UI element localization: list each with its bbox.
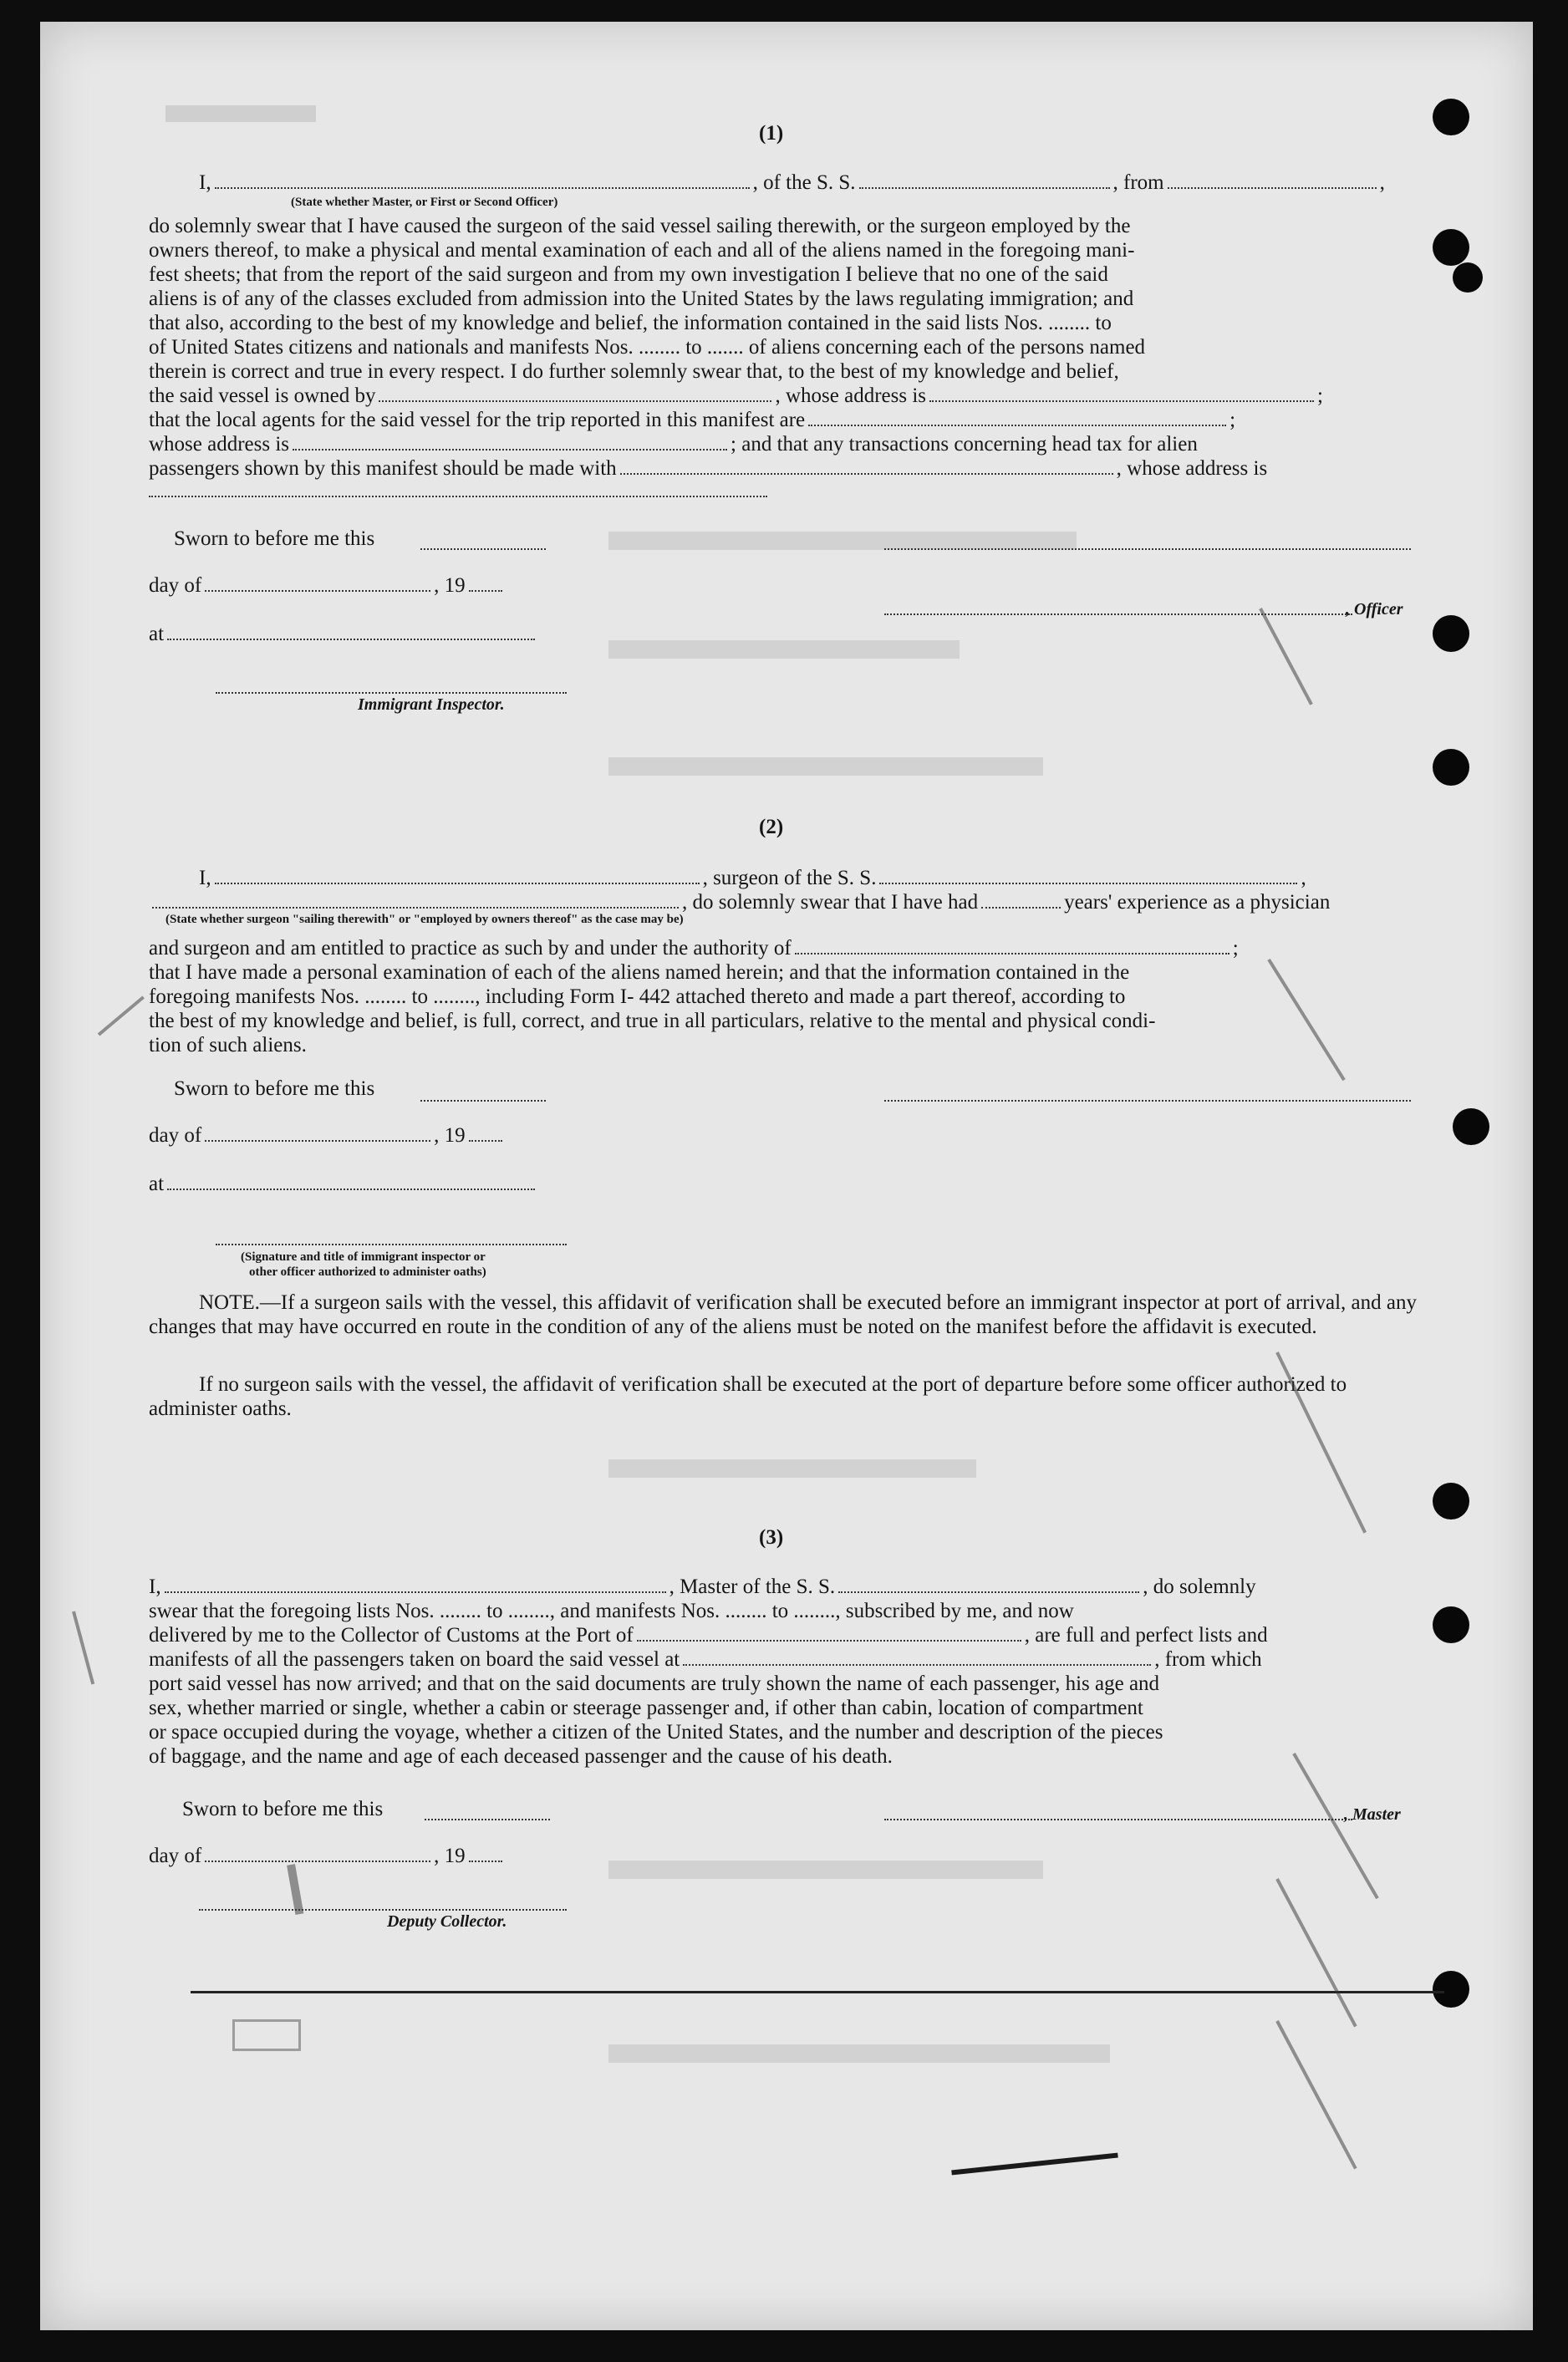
day-of-line: day of , 19 <box>149 1123 506 1148</box>
vessel-owner-line: the said vessel is owned by , whose address is ; <box>149 384 1323 407</box>
section-2-oath-line: I, , surgeon of the S. S. , <box>199 867 1306 889</box>
binder-hole <box>1433 749 1469 786</box>
section-3-number: (3) <box>759 1526 784 1549</box>
inspector-signature-scrawl <box>951 2153 1118 2176</box>
section-1-text: of United States citizens and nationals and manifests Nos. ........ to ....... of aliens concerning each of the persons named <box>149 336 1146 359</box>
handwritten-check-stroke <box>1267 959 1345 1081</box>
section-1-text: that also, according to the best of my knowledge and belief, the information contained in the said lists Nos. ........ to <box>149 312 1112 334</box>
head-tax-line: passengers shown by this manifest should be made with , whose address is <box>149 457 1268 480</box>
section-1-number: (1) <box>759 122 784 145</box>
binder-hole <box>1433 1483 1469 1520</box>
section-2-text: the best of my knowledge and belief, is full, correct, and true in all particulars, relative to the mental and physical condi- <box>149 1010 1156 1032</box>
bleed-through-mark <box>608 2044 1110 2063</box>
bleed-through-mark <box>608 1861 1043 1879</box>
authorized-officer-signature-field[interactable] <box>216 1244 567 1245</box>
section-2-years-line: , do solemnly swear that I have had years' experience as a physician <box>149 890 1330 915</box>
binder-hole <box>1433 1606 1469 1643</box>
section-2-number: (2) <box>759 816 784 838</box>
surgeon-caption: (State whether surgeon "sailing therewith" or "employed by owners thereof" as the case may be) <box>165 913 684 926</box>
section-2-text: tion of such aliens. <box>149 1034 307 1056</box>
section-1-text: do solemnly swear that I have caused the surgeon of the said vessel sailing therewith, or the surgeon employed by the <box>149 215 1131 237</box>
binder-hole <box>1453 262 1483 293</box>
officer-name-field[interactable] <box>884 613 1352 615</box>
agent-address-line: whose address is ; and that any transactions concerning head tax for alien <box>149 433 1198 456</box>
binder-hole <box>1433 229 1469 266</box>
note-no-surgeon: If no surgeon sails with the vessel, the affidavit of verification shall be executed at the port of departure before some officer authorized to administer oaths. <box>149 1373 1347 1420</box>
officer-label: , Officer <box>1346 600 1403 618</box>
section-3-text: of baggage, and the name and age of each deceased passenger and the cause of his death. <box>149 1745 893 1768</box>
section-2-text: that I have made a personal examination of each of the aliens named herein; and that the information contained in the <box>149 961 1130 984</box>
section-2-text: foregoing manifests Nos. ........ to ........, including Form I- 442 attached thereto and made a part thereof, according to <box>149 985 1126 1008</box>
sworn-date-field[interactable] <box>420 548 546 550</box>
section-1-text: owners thereof, to make a physical and mental examination of each and all of the aliens named in the foregoing mani- <box>149 239 1135 262</box>
bleed-through-mark <box>608 757 1043 776</box>
local-agents-line: that the local agents for the said vessel for the trip reported in this manifest are ; <box>149 409 1236 431</box>
binder-hole <box>1433 1971 1469 2008</box>
binder-hole <box>1453 1108 1489 1145</box>
section-3-oath-line: I, , Master of the S. S. , do solemnly <box>149 1576 1256 1598</box>
handwritten-check-stroke <box>1275 1878 1357 2027</box>
section-3-text: port said vessel has now arrived; and that on the said documents are truly shown the name of each passenger, his age and <box>149 1672 1160 1695</box>
officer-signature-field[interactable] <box>884 548 1411 550</box>
day-of-line: day of , 19 <box>149 1844 506 1869</box>
section-1-text: fest sheets; that from the report of the said surgeon and from my own investigation I believe that no one of the said <box>149 263 1108 286</box>
master-label: , Master <box>1344 1805 1401 1824</box>
handwritten-check-stroke <box>1275 2020 1357 2169</box>
binder-hole <box>1433 99 1469 135</box>
ink-stamp-mark <box>232 2019 301 2051</box>
collector-signature-field[interactable] <box>199 1909 567 1911</box>
port-of-line: delivered by me to the Collector of Customs at the Port of , are full and perfect lists and <box>149 1624 1268 1647</box>
handwritten-scribble <box>98 995 145 1036</box>
boarded-at-line: manifests of all the passengers taken on board the said vessel at , from which <box>149 1648 1262 1671</box>
day-of-line: day of , 19 <box>149 573 506 598</box>
signature-caption: (Signature and title of immigrant inspector or <box>241 1250 486 1264</box>
binder-hole <box>1433 615 1469 652</box>
master-signature-field[interactable] <box>884 1819 1352 1820</box>
blank-line <box>149 496 767 497</box>
bleed-through-mark <box>608 532 1077 550</box>
inspector-signature-field[interactable] <box>216 692 567 694</box>
document-page <box>40 22 1533 2330</box>
authority-line: and surgeon and am entitled to practice as such by and under the authority of ; <box>149 937 1239 960</box>
handwritten-scribble <box>287 1864 303 1915</box>
bleed-through-mark <box>608 1459 976 1478</box>
handwritten-scribble <box>72 1611 94 1684</box>
section-1-text: therein is correct and true in every respect. I do further solemnly swear that, to the best of my knowledge and belief, <box>149 360 1119 383</box>
bleed-through-mark <box>608 640 960 659</box>
signature-caption: other officer authorized to administer oaths) <box>249 1265 486 1279</box>
immigrant-inspector-caption: Immigrant Inspector. <box>358 695 505 714</box>
section-3-text: sex, whether married or single, whether a cabin or steerage passenger and, if other than cabin, location of compartment <box>149 1697 1143 1719</box>
section-1-text: aliens is of any of the classes excluded from admission into the United States by the laws regulating immigration; and <box>149 288 1134 310</box>
bottom-rule <box>191 1991 1444 1993</box>
handwritten-check-stroke <box>1292 1753 1378 1899</box>
note-surgeon-sails: NOTE.—If a surgeon sails with the vessel, this affidavit of verification shall be executed before an immigrant inspector at port of arrival, and any changes that may have occurred en route in the condition of any of the aliens must be noted on the manifest before the affidavit is executed. <box>149 1291 1417 1338</box>
at-line: at <box>149 1172 538 1197</box>
handwritten-check-stroke <box>1259 608 1313 705</box>
section-1-oath-line: I, , of the S. S. , from , <box>199 171 1385 194</box>
sworn-date-field[interactable] <box>420 1100 546 1102</box>
sworn-label: Sworn to before me this <box>174 527 375 550</box>
at-line: at <box>149 622 538 647</box>
surgeon-signature-field[interactable] <box>884 1100 1411 1102</box>
sworn-label: Sworn to before me this <box>174 1077 375 1100</box>
section-3-text: swear that the foregoing lists Nos. ........ to ........, and manifests Nos. ........ to ........, subscribed by me, and now <box>149 1600 1074 1622</box>
sworn-label: Sworn to before me this <box>182 1798 384 1820</box>
section-3-text: or space occupied during the voyage, whether a citizen of the United States, and the number and description of the pieces <box>149 1721 1163 1744</box>
deputy-collector-caption: Deputy Collector. <box>387 1912 507 1931</box>
bleed-through-mark <box>165 105 316 122</box>
sworn-date-field[interactable] <box>425 1819 550 1820</box>
officer-caption: (State whether Master, or First or Second Officer) <box>291 196 558 209</box>
